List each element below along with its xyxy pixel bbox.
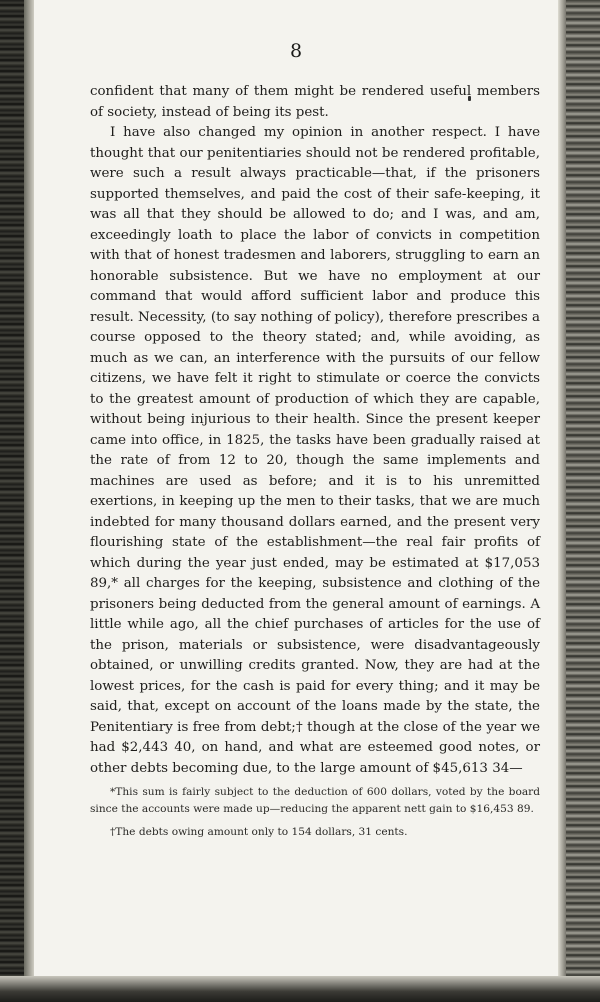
- page-number: 8: [289, 40, 303, 62]
- bottom-edge: [0, 976, 600, 1002]
- book-page: [34, 0, 558, 976]
- footnote-dagger: †The debts owing amount only to 154 dollars, 31 cents.: [110, 826, 408, 838]
- paragraph-continued: confident that many of them might be rendered useful members of society, instead of being its pest.: [90, 84, 540, 120]
- left-binding-edge: [0, 0, 24, 1002]
- footnote-asterisk: *This sum is fairly subject to the deduction of 600 dollars, voted by the board since the accounts were made up—reducing the apparent nett gain to $16,453 89.: [90, 786, 540, 815]
- left-page-shadow: [24, 0, 34, 1002]
- footnotes: [90, 784, 540, 847]
- right-page-stack: [566, 0, 600, 1002]
- right-page-shadow: [558, 0, 566, 1002]
- body-text: [90, 82, 540, 779]
- paragraph-opinion: I have also changed my opinion in another respect. I have thought that our penitentiaries should not be rendered profitable, were such a result always practicable—that, if the prisoners supported themselves, and paid the cost of their safe-keeping, it was all that they should be allowed to do; and I was, and am, exceedingly loath to place the labor of convicts in competition with that of honest tradesmen and laborers, struggling to earn an honorable subsistence. But we have no employment at our command that would afford sufficient labor and produce this result. Necessity, (to say nothing of policy), therefore prescribes a course opposed to the theory stated; and, while avoiding, as much as we can, an interference with the pursuits of our fellow citizens, we have felt it right to stimulate or coerce the convicts to the greatest amount of production of which they are capable, without being injurious to their health. Since the present keeper came into office, in 1825, the tasks have been gradually raised at the rate of from 12 to 20, though the same implements and machines are used as before; and it is to his unremitted exertions, in keeping up the men to their tasks, that we are much indebted for many thousand dollars earned, and the present very flourishing state of the establishment—the real fair profits of which during the year just ended, may be estimated at $17,053 89,* all charges for the keeping, subsistence and clothing of the prisoners being deducted from the general amount of earnings. A little while ago, all the chief purchases of articles for the use of the prison, materials or subsistence, were disadvantageously obtained, or unwilling credits granted. Now, they are had at the lowest prices, for the cash is paid for every thing; and it may be said, that, except on account of the loans made by the state, the Penitentiary is free from debt;† though at the close of the year we had $2,443 40, on hand, and what are esteemed good notes, or other debts becoming due, to the large amount of $45,613 34—: [90, 125, 540, 776]
